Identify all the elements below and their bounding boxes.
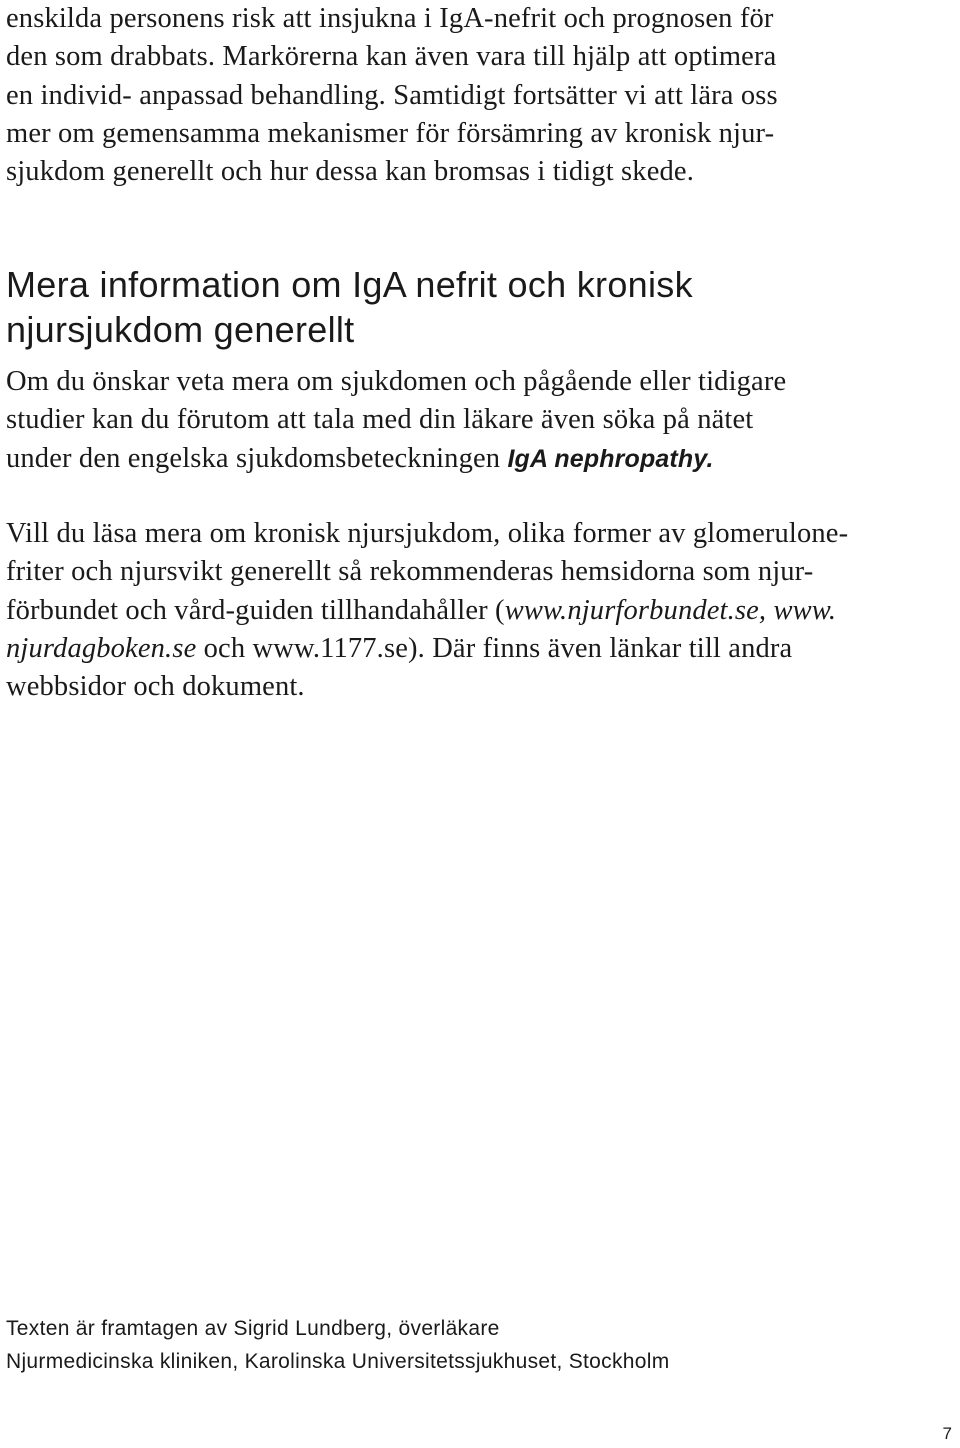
section-heading (6, 262, 946, 352)
links-line: friter och njursvikt generellt så rekommenderas hemsidorna som njur- (6, 556, 814, 588)
links-line-text: förbundet och vård-guiden tillhandahåller ( (6, 594, 505, 626)
credits (6, 1312, 906, 1378)
info-line: studier kan du förutom att tala med din läkare även söka på nätet (6, 404, 754, 436)
links-line (6, 630, 946, 668)
intro-line: enskilda personens risk att insjukna i IgA-nefrit och prognosen för (6, 3, 774, 34)
disease-term: IgA nephropathy. (507, 444, 714, 473)
intro-line: den som drabbats. Markörerna kan även vara till hjälp att optimera (6, 41, 777, 73)
intro-line: mer om gemensamma mekanismer för försämring av kronisk njur- (6, 117, 775, 149)
info-line-text: under den engelska sjukdomsbeteckningen (6, 442, 508, 474)
links-line (6, 592, 946, 630)
njurdagboken-link[interactable]: njurdagboken.se (6, 632, 197, 664)
links-line-text: och www.1177.se). Där finns även länkar till andra (196, 632, 793, 664)
njurforbundet-link[interactable]: www.njurforbundet.se, www. (504, 594, 837, 626)
credits-affiliation: Njurmedicinska kliniken, Karolinska Universitetssjukhuset, Stockholm (6, 1350, 670, 1373)
links-paragraph (6, 515, 946, 706)
intro-line: sjukdom generellt och hur dessa kan bromsas i tidigt skede. (6, 156, 694, 188)
page-number: 7 (942, 1424, 952, 1443)
info-line (6, 440, 946, 478)
heading-line: Mera information om IgA nefrit och kronisk (6, 264, 693, 305)
heading-line: njursjukdom generellt (6, 309, 355, 350)
credits-author: Texten är framtagen av Sigrid Lundberg, överläkare (6, 1317, 500, 1340)
intro-line: en individ- anpassad behandling. Samtidigt fortsätter vi att lära oss (6, 79, 778, 111)
intro-paragraph (6, 0, 906, 191)
links-line: Vill du läsa mera om kronisk njursjukdom, olika former av glomerulone- (6, 518, 849, 549)
info-paragraph (6, 363, 946, 478)
info-line: Om du önskar veta mera om sjukdomen och pågående eller tidigare (6, 366, 787, 397)
links-line: webbsidor och dokument. (6, 671, 305, 703)
